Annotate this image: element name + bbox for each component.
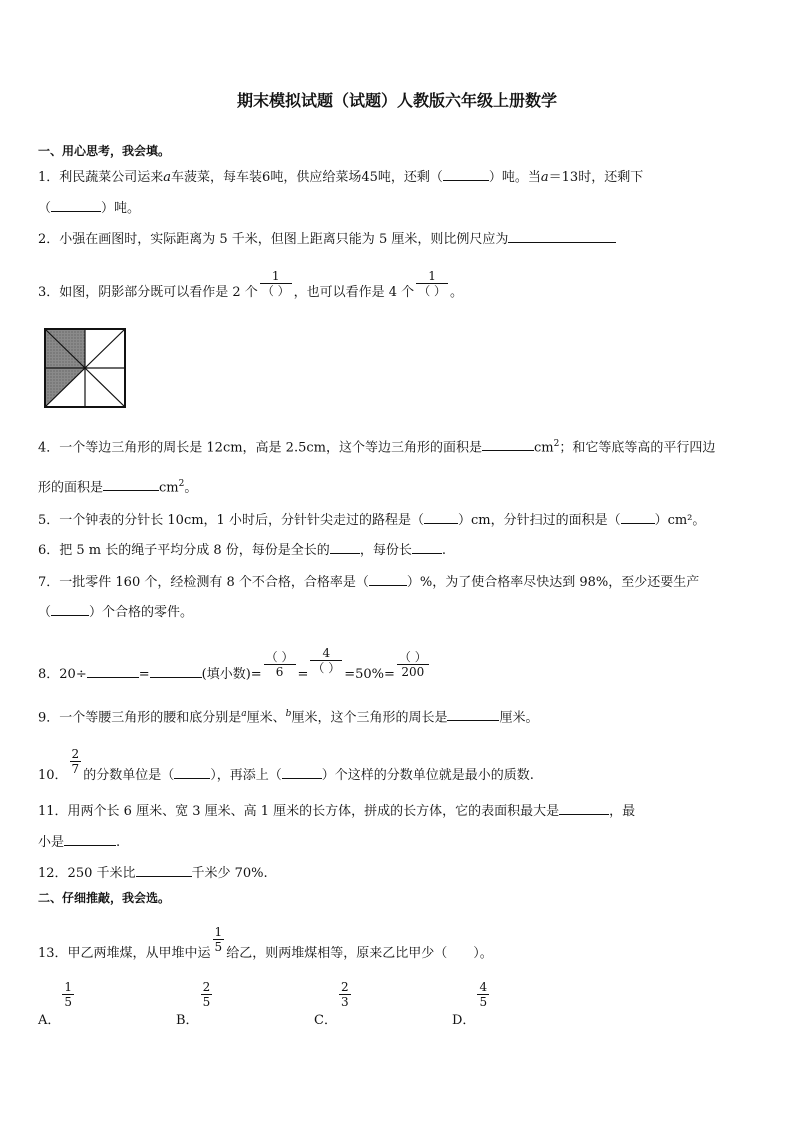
answer-blank[interactable] — [369, 573, 407, 586]
question-11: 11．用两个长 6 厘米、宽 3 厘米、高 1 厘米的长方体，拼成的长方体，它的表面积最大是 ，最 — [38, 804, 636, 819]
fraction: $\frac{4}{5}$ — [479, 980, 488, 1009]
question-1-cont: （ ）吨。 — [38, 201, 141, 216]
question-3: 3．如图，阴影部分既可以看作是 2 个 $\frac{1}{( )}$ ，也可以看作是 4 个 $\frac{1}{( )}$ 。 — [38, 269, 464, 300]
answer-blank[interactable]: （ ） — [418, 284, 447, 298]
answer-blank[interactable] — [447, 945, 473, 957]
option-c[interactable]: C． $\frac{2}{3}$ — [314, 980, 349, 1028]
answer-blank[interactable] — [87, 665, 139, 678]
fraction: $\frac{1}{5}$ — [64, 980, 73, 1009]
question-4-cont: 形的面积是 $cm^2$。 — [38, 479, 198, 496]
question-11-cont: 小是 . — [38, 835, 121, 850]
question-4: 4．一个等边三角形的周长是 12cm，高是 2.5cm，这个等边三角形的面积是 $cm^2$；和它等底等高的平行四边 — [38, 439, 716, 456]
answer-blank[interactable] — [424, 511, 458, 524]
fraction: $\frac{2}{7}$ — [71, 747, 80, 776]
answer-blank[interactable] — [443, 168, 489, 181]
section-2-heading: 二、仔细推敲，我会选。 — [38, 891, 171, 905]
option-a[interactable]: A． $\frac{1}{5}$ — [38, 980, 73, 1028]
fraction: $\frac{2}{5}$ — [202, 980, 211, 1009]
answer-blank[interactable] — [447, 708, 499, 721]
question-7: 7．一批零件 160 个，经检测有 8 个不合格，合格率是（ ）%，为了使合格率尽快达到 98%，至少还要生产 — [38, 575, 700, 590]
question-9: 9．一个等腰三角形的腰和底分别是$^a$厘米、$^b$厘米，这个三角形的周长是 厘米。 — [38, 709, 539, 726]
fraction: $\frac{( )}{6}$ — [265, 650, 294, 679]
question-10: 10． $\frac{2}{7}$ 的分数单位是（ ），再添上（ ）个这样的分数单位就是最小的质数. — [38, 747, 534, 783]
fraction: $\frac{1}{( )}$ — [418, 269, 447, 298]
answer-blank[interactable]: （ ） — [261, 284, 290, 298]
question-12: 12．250 千米比 千米少 70%. — [38, 866, 268, 881]
fraction: $\frac{( )}{200}$ — [398, 650, 427, 679]
shaded-square-figure — [44, 328, 126, 408]
answer-blank[interactable] — [51, 603, 89, 616]
answer-blank[interactable]: （ ） — [265, 650, 294, 664]
answer-blank[interactable] — [136, 864, 192, 877]
answer-blank[interactable] — [150, 665, 202, 678]
question-13: 13．甲乙两堆煤，从甲堆中运 $\frac{1}{5}$ 给乙，则两堆煤相等，原来乙比甲少（ ）。 — [38, 925, 493, 961]
answer-blank[interactable] — [330, 541, 360, 554]
question-5: 5．一个钟表的分针长 10cm，1 小时后，分针针尖走过的路程是（ ）cm，分针扫过的面积是（ ）cm²。 — [38, 513, 706, 528]
question-6: 6．把 5 m 长的绳子平均分成 8 份，每份是全长的 ，每份长 . — [38, 543, 446, 558]
answer-blank[interactable] — [621, 511, 655, 524]
question-8: 8．20÷ = (填小数)= $\frac{( )}{6}$ = $\frac{4}{( )}$ =50%= $\frac{( )}{200}$ — [38, 646, 427, 682]
section-1-heading: 一、用心思考，我会填。 — [38, 144, 171, 158]
answer-blank[interactable] — [559, 802, 609, 815]
question-2: 2．小强在画图时，实际距离为 5 千米，但图上距离只能为 5 厘米，则比例尺应为 — [38, 230, 616, 248]
fraction: $\frac{1}{( )}$ — [261, 269, 290, 298]
answer-blank[interactable]: （ ） — [312, 661, 341, 675]
fraction: $\frac{2}{3}$ — [340, 980, 349, 1009]
answer-blank[interactable] — [103, 478, 159, 491]
question-7-cont: （ ）个合格的零件。 — [38, 605, 194, 620]
question-1: 1．利民蔬菜公司运来a车菠菜，每车装6吨，供应给菜场45吨，还剩（ ）吨。当a＝13时，还剩下 — [38, 170, 644, 185]
fraction: $\frac{1}{5}$ — [214, 925, 223, 954]
answer-blank[interactable] — [51, 199, 101, 212]
answer-blank[interactable] — [174, 766, 210, 779]
answer-blank[interactable] — [282, 766, 322, 779]
answer-blank[interactable] — [64, 833, 116, 846]
option-b[interactable]: B． $\frac{2}{5}$ — [176, 980, 211, 1028]
fraction: $\frac{4}{( )}$ — [312, 646, 341, 675]
page-title: 期末模拟试题（试题）人教版六年级上册数学 — [236, 91, 557, 110]
answer-blank[interactable]: （ ） — [398, 650, 427, 664]
option-d[interactable]: D． $\frac{4}{5}$ — [452, 980, 488, 1028]
answer-blank[interactable] — [412, 541, 442, 554]
answer-blank[interactable] — [508, 230, 616, 243]
answer-blank[interactable] — [482, 438, 534, 451]
